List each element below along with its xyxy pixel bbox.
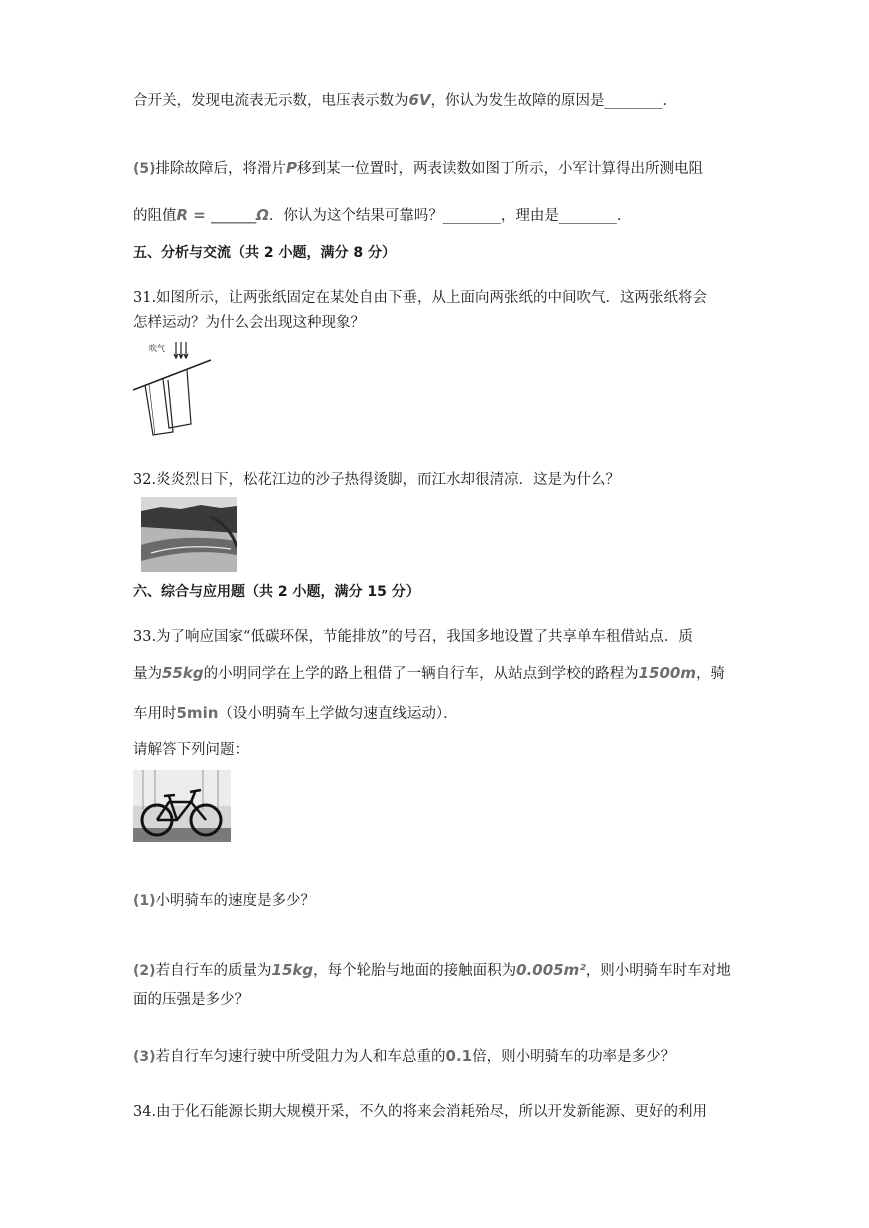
subquestion-number: (1) bbox=[133, 893, 156, 909]
subquestion-3: (3)若自行车匀速行驶中所受阻力为人和车总重的0.1倍，则小明骑车的功率是多少？ bbox=[133, 1047, 676, 1065]
math-r-blank: R = ______Ω bbox=[176, 206, 269, 224]
subquestion-number: (2) bbox=[133, 963, 156, 979]
subquestion-number: (5) bbox=[133, 161, 156, 177]
subquestion-2: (2)若自行车的质量为15kg，每个轮胎与地面的接触面积为0.005m²，则小明骑车时车对地 bbox=[133, 961, 731, 979]
subquestion-5: (5)排除故障后，将滑片P移到某一位置时，两表读数如图丁所示，小军计算得出所测电阻 bbox=[133, 159, 704, 177]
math-0-1: 0.1 bbox=[445, 1047, 473, 1065]
question-32: 32.炎炎烈日下，松花江边的沙子热得烫脚，而江水却很清凉．这是为什么？ bbox=[133, 472, 621, 488]
question-33-line2: 量为55kg的小明同学在上学的路上租借了一辆自行车，从站点到学校的路程为1500m，骑 bbox=[133, 664, 725, 682]
question-33-line3: 车用时5min（设小明骑车上学做匀速直线运动）． bbox=[133, 704, 458, 722]
math-15kg: 15kg bbox=[271, 961, 314, 979]
subquestion-2-line2: 面的压强是多少？ bbox=[133, 992, 249, 1008]
text-line: 的阻值R = ______Ω．你认为这个结果可靠吗？________，理由是________． bbox=[133, 206, 632, 224]
question-31-line2: 怎样运动？为什么会出现这种现象？ bbox=[133, 315, 365, 331]
paper-blowing-figure bbox=[131, 340, 213, 436]
instruction-line: 请解答下列问题： bbox=[133, 742, 249, 758]
math-area: 0.005m² bbox=[516, 961, 586, 979]
text-line: 合开关，发现电流表无示数，电压表示数为6V，你认为发生故障的原因是________． bbox=[133, 91, 678, 109]
question-31-line1: 31.如图所示，让两张纸固定在某处自由下垂，从上面向两张纸的中间吹气．这两张纸将会 bbox=[133, 290, 708, 306]
section-heading: 六、综合与应用题（共 2 小题，满分 15 分） bbox=[133, 584, 420, 600]
figure-label: 吹气 bbox=[149, 344, 165, 353]
question-34: 34.由于化石能源长期大规模开采，不久的将来会消耗殆尽，所以开发新能源、更好的利用 bbox=[133, 1104, 708, 1120]
subquestion-number: (3) bbox=[133, 1049, 156, 1065]
math-5min: 5min bbox=[176, 704, 219, 722]
question-33-line1: 33.为了响应国家“低碳环保，节能排放”的号召，我国多地设置了共享单车租借站点．质 bbox=[133, 629, 693, 645]
math-p: P bbox=[286, 159, 298, 177]
riverbank-photo bbox=[141, 497, 237, 572]
section-heading: 五、分析与交流（共 2 小题，满分 8 分） bbox=[133, 245, 396, 261]
bicycle-photo bbox=[133, 770, 231, 842]
math-6v: 6V bbox=[408, 91, 431, 109]
subquestion-1: (1)小明骑车的速度是多少？ bbox=[133, 893, 316, 909]
math-55kg: 55kg bbox=[162, 664, 204, 682]
math-1500m: 1500m bbox=[638, 664, 696, 682]
